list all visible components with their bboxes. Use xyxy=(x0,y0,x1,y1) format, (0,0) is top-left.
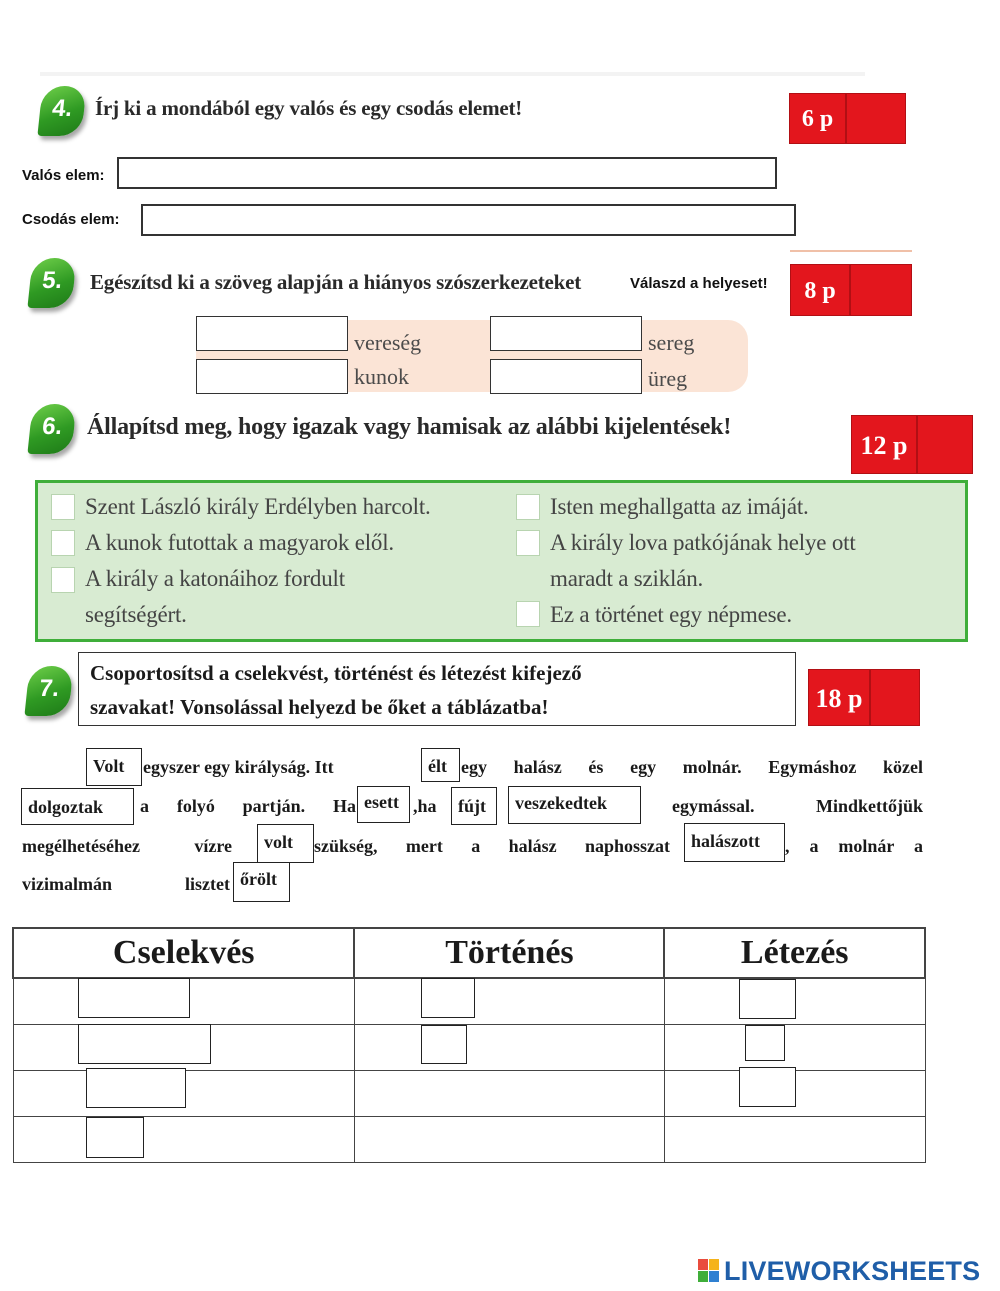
liveworksheets-logo[interactable]: LIVEWORKSHEETS xyxy=(724,1256,981,1286)
top-divider xyxy=(40,72,865,76)
wonder-element-label: Csodás elem: xyxy=(22,211,120,228)
statement-2-text: A kunok futottak a magyarok elől. xyxy=(85,530,394,555)
statement-4-text: Isten meghallgatta az imáját. xyxy=(550,494,809,519)
task5-score-box xyxy=(850,264,912,316)
task7-score-box xyxy=(870,669,920,726)
task5-select-4[interactable] xyxy=(490,359,642,394)
task7-points: 18 p xyxy=(808,669,870,726)
table-cell xyxy=(354,1116,664,1162)
task5-question: Egészítsd ki a szöveg alapján a hiányos szószerkezeteket xyxy=(90,270,582,294)
task4-score-box xyxy=(846,93,906,144)
wonder-element-input[interactable] xyxy=(141,204,796,236)
para-fragment-4: ,ha xyxy=(413,796,437,816)
para-fragment-2: egy halász és egy molnár. Egymáshoz közel xyxy=(461,757,923,777)
para-fragment-9: vizimalmán lisztet xyxy=(22,874,230,894)
drop-cselekves-1[interactable] xyxy=(78,978,190,1018)
task5-points: 8 p xyxy=(790,264,850,316)
drop-letezes-2[interactable] xyxy=(745,1025,785,1061)
drop-tortenes-1[interactable] xyxy=(421,978,475,1018)
drag-word-dolgoztak[interactable]: dolgoztak xyxy=(21,788,134,825)
drag-word-veszekedtek[interactable]: veszekedtek xyxy=(508,786,641,824)
para-fragment-5: egymással. Mindkettőjük xyxy=(672,796,923,816)
statement-4-checkbox[interactable] xyxy=(516,494,540,520)
drop-tortenes-2[interactable] xyxy=(421,1025,467,1064)
drag-word-halaszott[interactable]: halászott xyxy=(684,823,785,862)
task4-question: Írj ki a mondából egy valós és egy csodás elemet! xyxy=(95,96,523,120)
para-fragment-8: , a molnár a xyxy=(785,836,923,856)
task6-question: Állapítsd meg, hogy igazak vagy hamisak az alábbi kijelentések! xyxy=(87,414,732,440)
statement-1-checkbox[interactable] xyxy=(51,494,75,520)
drag-word-volt-1[interactable]: Volt xyxy=(86,748,142,786)
drop-cselekves-3[interactable] xyxy=(86,1068,186,1108)
task5-select-3[interactable] xyxy=(196,359,348,394)
statement-3-text: A király a katonáihoz fordult xyxy=(85,566,345,591)
task7-number-badge: 7. xyxy=(24,666,73,716)
table-cell xyxy=(13,1116,354,1162)
task7-question-line2: szavakat! Vonsolással helyezd be őket a táblázatba! xyxy=(90,695,549,719)
drag-word-volt-2[interactable]: volt xyxy=(257,824,314,863)
task5-hint: Válaszd a helyeset! xyxy=(630,275,768,292)
liveworksheets-logo-icon xyxy=(698,1259,720,1283)
para-fragment-1: egyszer egy királyság. Itt xyxy=(143,757,334,777)
statement-5-text-cont: maradt a sziklán. xyxy=(550,566,704,591)
task6-points: 12 p xyxy=(851,415,917,474)
task5-word-2: sereg xyxy=(648,330,695,355)
task5-select-2[interactable] xyxy=(490,316,642,351)
para-fragment-3: a folyó partján. Ha xyxy=(140,796,356,816)
task6-number-badge: 6. xyxy=(27,404,76,454)
header-tortenes: Történés xyxy=(354,928,664,978)
drag-word-elt[interactable]: élt xyxy=(421,748,460,782)
statement-3-text-cont: segítségért. xyxy=(85,602,187,627)
drag-word-fujt[interactable]: fújt xyxy=(451,787,497,825)
drop-cselekves-4[interactable] xyxy=(86,1117,144,1158)
statement-2-checkbox[interactable] xyxy=(51,530,75,556)
task5-word-4: üreg xyxy=(648,366,688,391)
statement-5-checkbox[interactable] xyxy=(516,530,540,556)
task5-top-rule xyxy=(790,250,912,252)
drop-cselekves-2[interactable] xyxy=(78,1024,211,1064)
statement-6-checkbox[interactable] xyxy=(516,601,540,627)
header-letezes: Létezés xyxy=(664,928,925,978)
table-cell xyxy=(664,1024,925,1070)
table-cell xyxy=(664,1116,925,1162)
task6-score-box xyxy=(917,415,973,474)
task5-word-1: vereség xyxy=(354,330,422,355)
task5-number-badge: 5. xyxy=(27,258,76,308)
statement-6-text: Ez a történet egy népmese. xyxy=(550,602,792,627)
table-cell xyxy=(354,1024,664,1070)
table-cell xyxy=(354,978,664,1024)
task4-points: 6 p xyxy=(789,93,846,144)
header-cselekves: Cselekvés xyxy=(13,928,354,978)
task5-select-1[interactable] xyxy=(196,316,348,351)
drag-word-esett[interactable]: esett xyxy=(357,786,410,823)
para-fragment-6: megélhetéséhez vízre xyxy=(22,836,232,856)
task5-word-3: kunok xyxy=(354,364,409,389)
task7-question-line1: Csoportosítsd a cselekvést, történést és létezést kifejező xyxy=(90,661,582,685)
real-element-input[interactable] xyxy=(117,157,777,189)
para-fragment-7: szükség, mert a halász naphosszat xyxy=(314,836,670,856)
statement-5-text: A király lova patkójának helye ott xyxy=(550,530,856,555)
drop-letezes-3[interactable] xyxy=(739,1067,796,1107)
drop-letezes-1[interactable] xyxy=(739,979,796,1019)
table-cell xyxy=(354,1070,664,1116)
statement-1-text: Szent László király Erdélyben harcolt. xyxy=(85,494,431,519)
statement-3-checkbox[interactable] xyxy=(51,567,75,593)
drag-word-orolt[interactable]: őrölt xyxy=(233,862,290,902)
task4-number-badge: 4. xyxy=(37,86,86,136)
real-element-label: Valós elem: xyxy=(22,167,105,184)
